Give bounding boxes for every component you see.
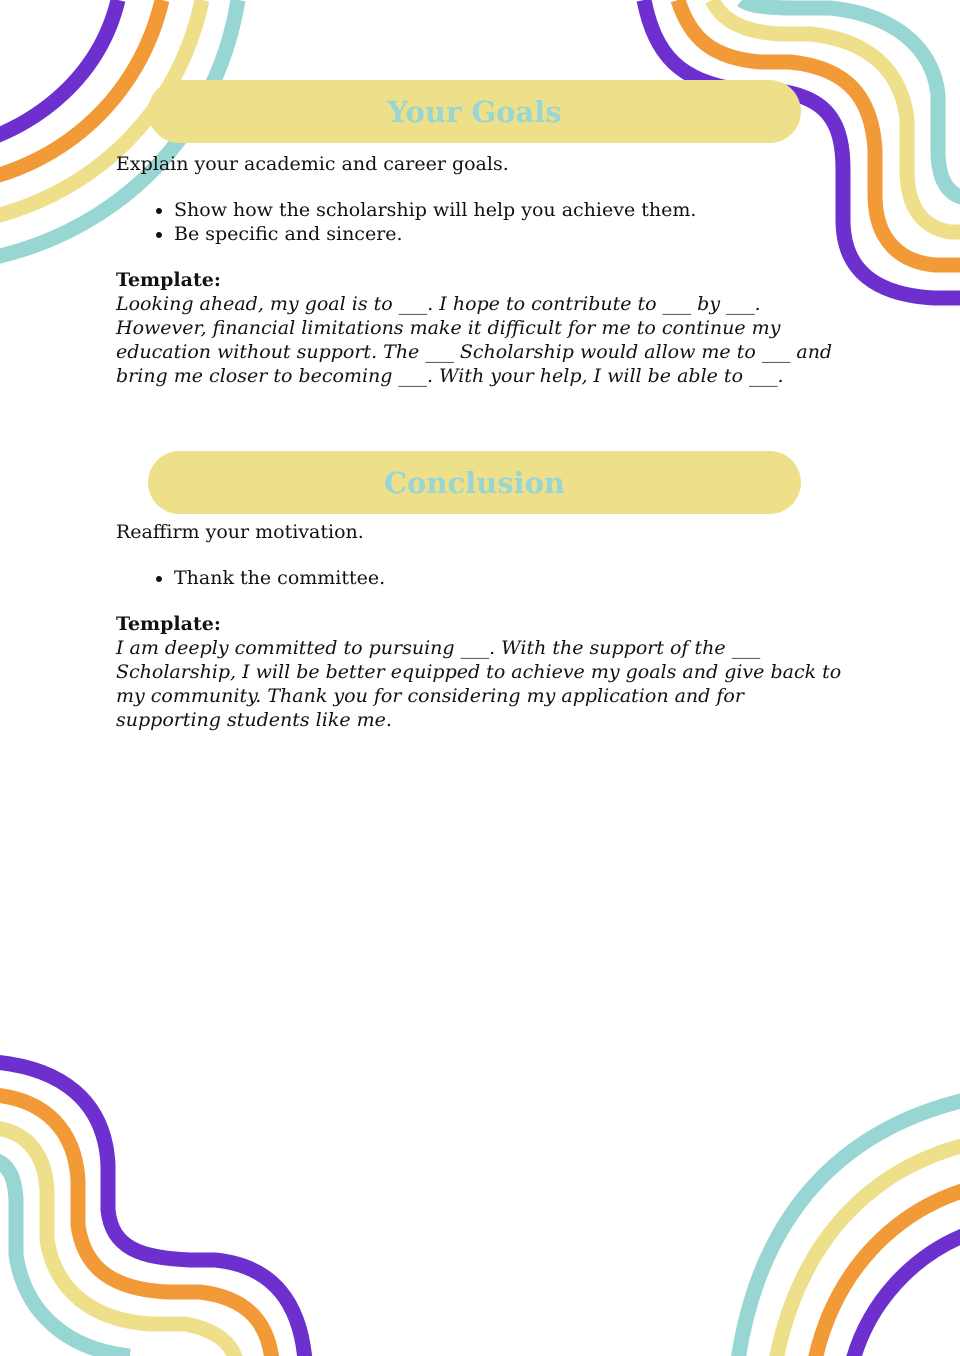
goals-heading-banner — [148, 80, 801, 143]
bottom-left-rainbow-curve — [0, 1062, 305, 1356]
goals-bullet-list — [116, 198, 846, 246]
goals-bullet-item: • Show how the scholarship will help you achieve them. — [174, 198, 846, 222]
conclusion-intro: Reaffirm your motivation. — [116, 521, 364, 543]
conclusion-template-text: I am deeply committed to pursuing ___. With the support of the ___ Scholarship, I will be better equipped to achieve my goals and give back to my community. Thank you for considering my application and for supporting students like me. — [116, 637, 842, 731]
goals-intro: Explain your academic and career goals. — [116, 153, 509, 175]
goals-template-label: Template: — [116, 269, 221, 291]
goals-bullet-item: • Be specific and sincere. — [174, 222, 846, 246]
goals-template-text: Looking ahead, my goal is to ___. I hope to contribute to ___ by ___. However, financial limitations make it difficult for me to continue my education without support. The ___ Scholarship would allow me to ___ and bring me closer to becoming ___. With your help, I will be able to ___. — [116, 293, 833, 387]
conclusion-bullet-list — [116, 566, 846, 590]
conclusion-bullet-item: • Thank the committee. — [174, 566, 846, 590]
conclusion-template-label: Template: — [116, 613, 221, 635]
conclusion-heading: Conclusion — [383, 465, 566, 500]
goals-heading: Your Goals — [387, 94, 562, 129]
conclusion-heading-banner — [148, 451, 801, 514]
bottom-right-rainbow-arc — [738, 1100, 960, 1356]
goals-section — [116, 152, 846, 388]
conclusion-section — [116, 520, 846, 732]
